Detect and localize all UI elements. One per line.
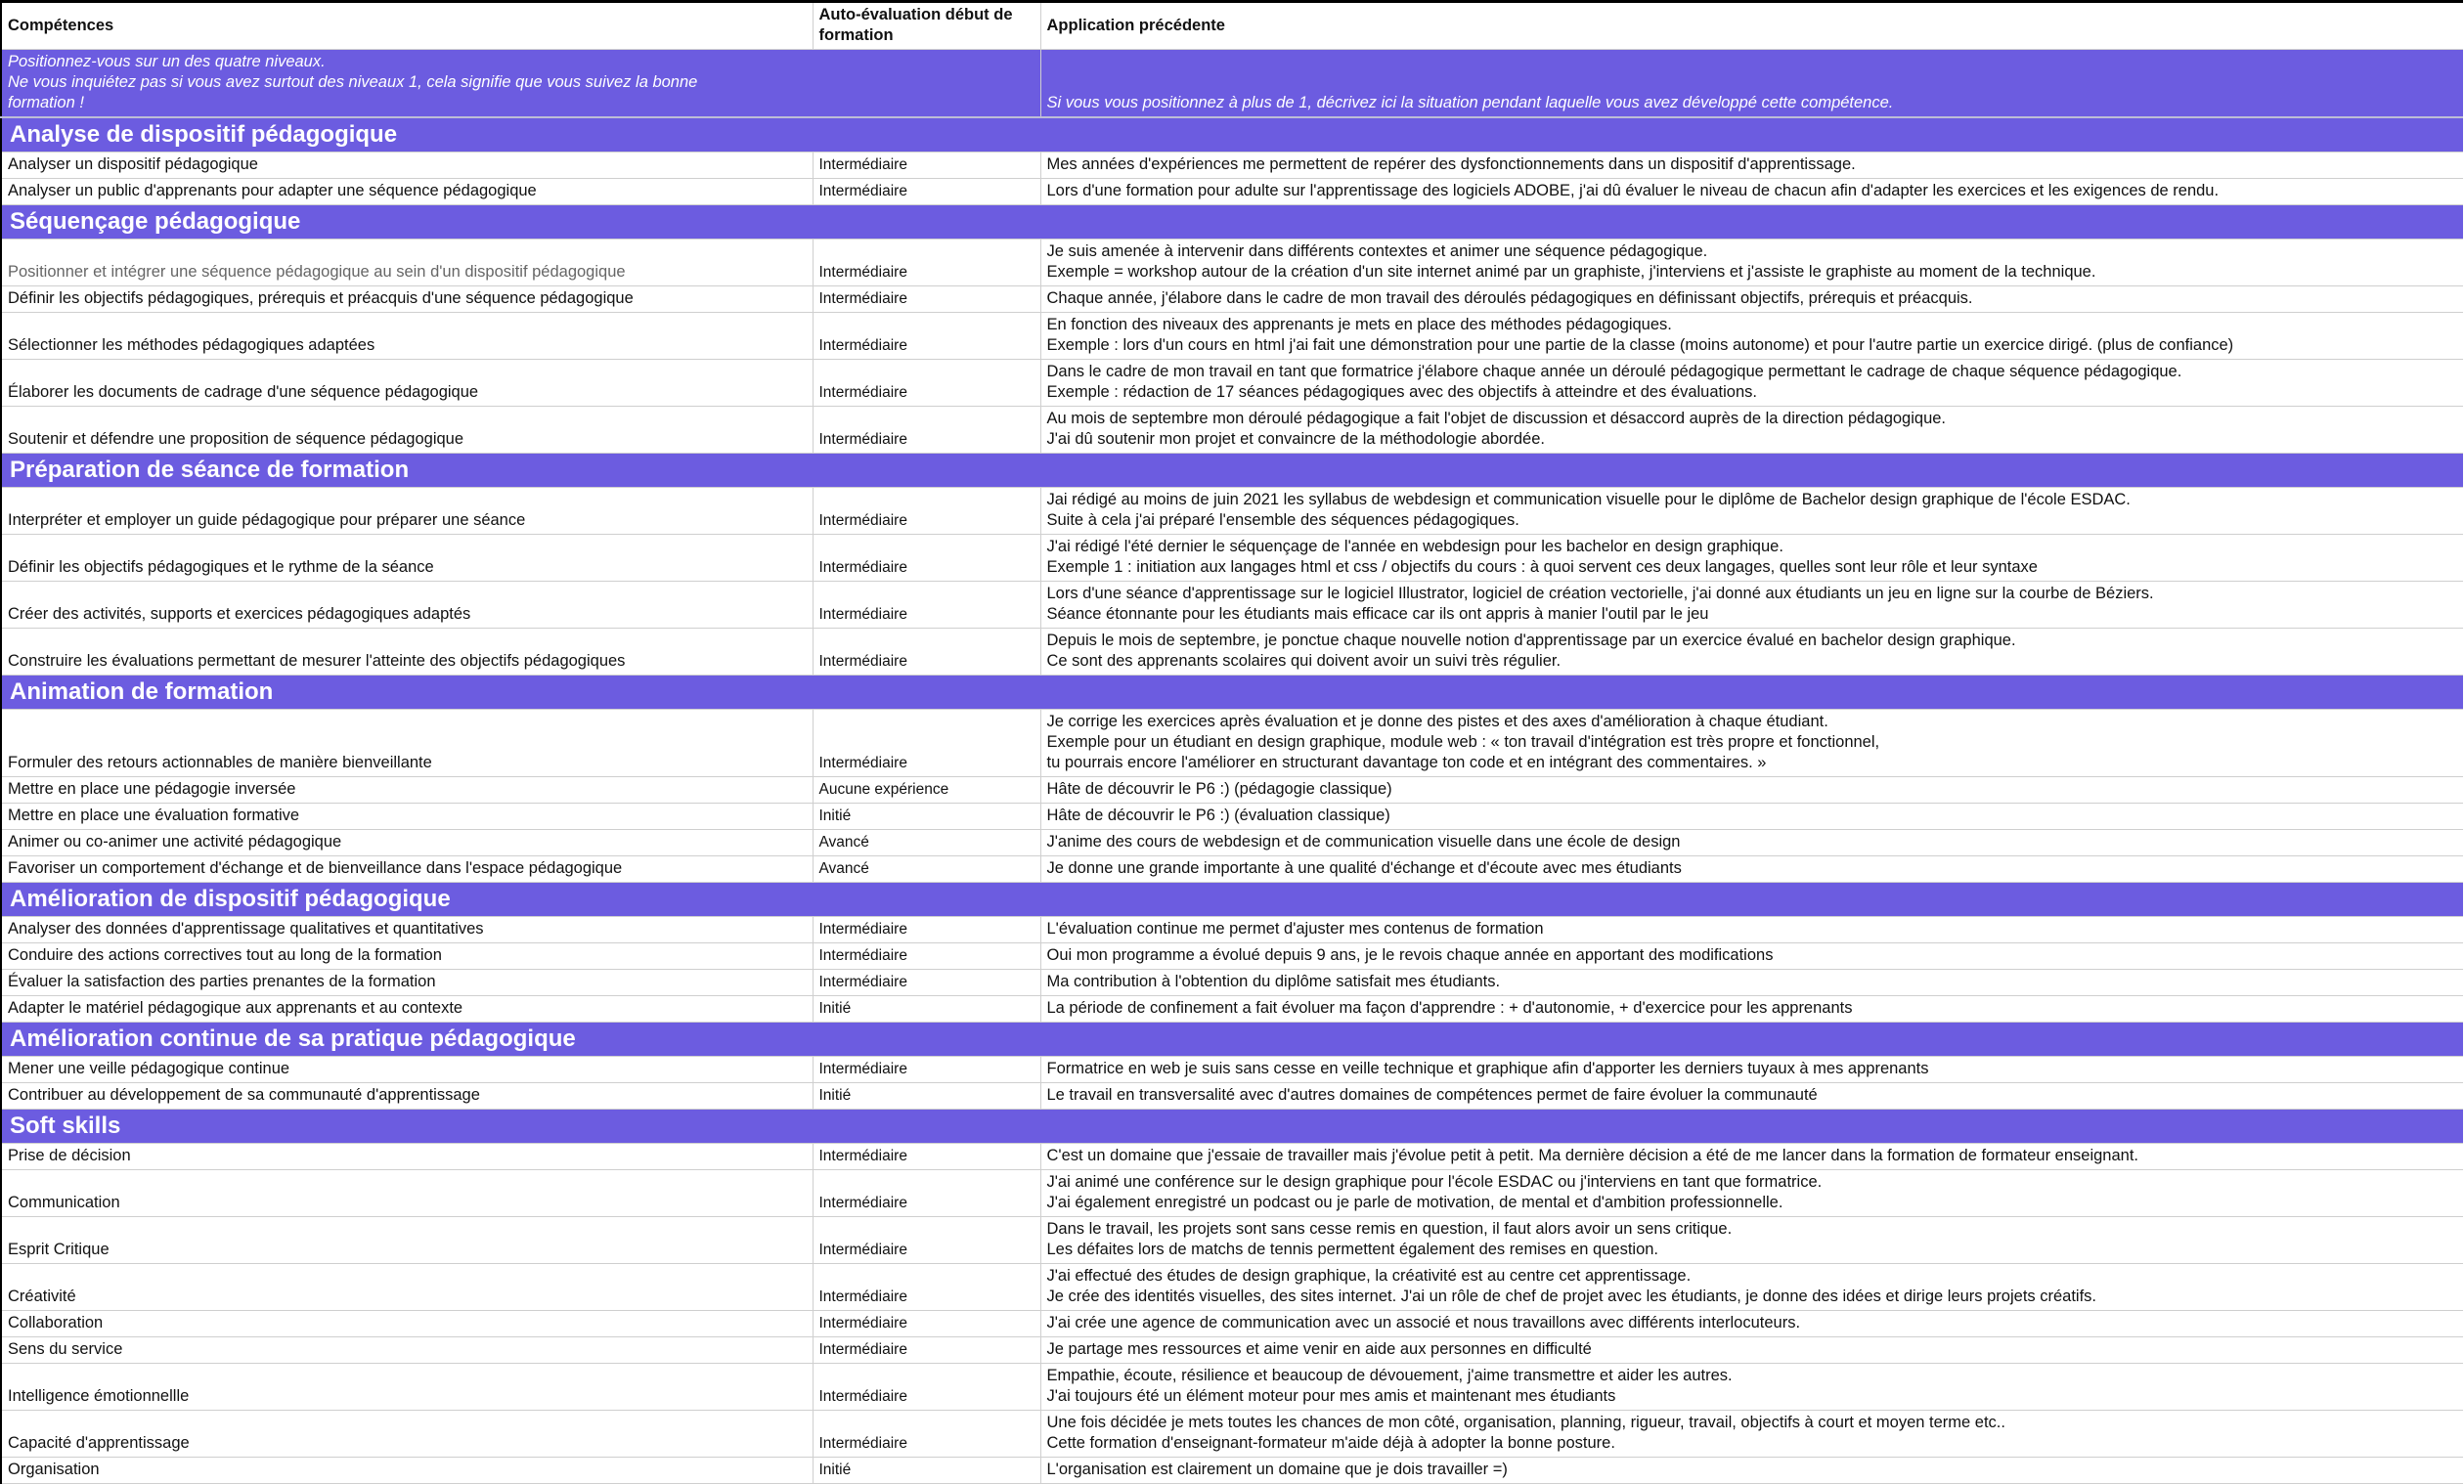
competence-cell[interactable]: Interpréter et employer un guide pédagogique pour préparer une séance [1, 488, 813, 535]
section-title: Préparation de séance de formation [1, 454, 2463, 488]
section-title: Amélioration de dispositif pédagogique [1, 883, 2463, 917]
application-line: J'ai crée une agence de communication avec un associé et nous travaillons avec différents interlocuteurs. [1046, 1314, 1801, 1331]
competence-row[interactable] [1, 710, 2463, 777]
application-line: J'ai également enregistré un podcast ou je parle de motivation, de mental et d'ambition professionnelle. [1046, 1194, 1783, 1211]
application-line: Empathie, écoute, résilience et beaucoup de dévouement, j'aime transmettre et aider les autres. [1046, 1367, 1733, 1384]
instructions-left [1, 50, 1040, 118]
application-line: J'ai toujours été un élément moteur pour mes amis et maintenant mes étudiants [1046, 1387, 1616, 1405]
level-cell[interactable]: Intermédiaire [813, 943, 1040, 970]
level-cell[interactable]: Intermédiaire [813, 1311, 1040, 1337]
application-line: Chaque année, j'élabore dans le cadre de mon travail des déroulés pédagogiques en définissant objectifs, prérequis et préacquis. [1046, 289, 1973, 307]
application-line: Suite à cela j'ai préparé l'ensemble des séquences pédagogiques. [1046, 511, 1519, 529]
application-line: Dans le travail, les projets sont sans cesse remis en question, il faut alors avoir un sens critique. [1046, 1220, 1733, 1238]
application-line: Ce sont des apprenants scolaires qui doivent avoir un suivi très régulier. [1046, 652, 1562, 670]
section-title: Séquençage pédagogique [1, 205, 2463, 240]
level-cell[interactable]: Intermédiaire [813, 179, 1040, 205]
competence-row[interactable] [1, 629, 2463, 676]
competence-cell[interactable]: Positionner et intégrer une séquence pédagogique au sein d'un dispositif pédagogique [1, 240, 813, 286]
application-cell[interactable] [1040, 313, 2463, 360]
level-cell[interactable]: Intermédiaire [813, 1411, 1040, 1458]
application-cell[interactable] [1040, 179, 2463, 205]
application-line: Une fois décidée je mets toutes les chances de mon côté, organisation, planning, rigueur, travail, objectifs à court et moyen terme etc.. [1046, 1414, 2005, 1431]
competence-row[interactable] [1, 286, 2463, 313]
level-cell[interactable]: Intermédiaire [813, 582, 1040, 629]
level-cell[interactable]: Initié [813, 1458, 1040, 1484]
instructions-right: Si vous vous positionnez à plus de 1, décrivez ici la situation pendant laquelle vous avez développé cette compétence. [1040, 50, 2463, 118]
level-cell[interactable]: Intermédiaire [813, 710, 1040, 777]
instructions-row [1, 50, 2463, 118]
application-line: Les défaites lors de matchs de tennis permettent également des remises en question. [1046, 1241, 1659, 1258]
competence-row[interactable] [1, 1057, 2463, 1083]
competence-row[interactable] [1, 1170, 2463, 1217]
application-line: Mes années d'expériences me permettent de repérer des dysfonctionnements dans un dispositif d'apprentissage. [1046, 155, 1856, 173]
competence-row[interactable] [1, 1458, 2463, 1484]
competence-row[interactable] [1, 313, 2463, 360]
competence-cell[interactable]: Contribuer au développement de sa communauté d'apprentissage [1, 1083, 813, 1110]
application-cell[interactable] [1040, 407, 2463, 454]
competence-cell[interactable]: Formuler des retours actionnables de manière bienveillante [1, 710, 813, 777]
competence-cell[interactable]: Capacité d'apprentissage [1, 1411, 813, 1458]
competence-cell[interactable]: Conduire des actions correctives tout au long de la formation [1, 943, 813, 970]
application-line: Je partage mes ressources et aime venir en aide aux personnes en difficulté [1046, 1340, 1592, 1358]
competence-row[interactable] [1, 1217, 2463, 1264]
level-cell[interactable]: Intermédiaire [813, 535, 1040, 582]
section-header-row [1, 676, 2463, 710]
level-cell[interactable]: Initié [813, 804, 1040, 830]
competence-row[interactable] [1, 1311, 2463, 1337]
application-cell[interactable] [1040, 777, 2463, 804]
competence-row[interactable] [1, 1411, 2463, 1458]
competence-row[interactable] [1, 804, 2463, 830]
section-title: Animation de formation [1, 676, 2463, 710]
application-cell[interactable] [1040, 1144, 2463, 1170]
application-line: La période de confinement a fait évoluer ma façon d'apprendre : + d'autonomie, + d'exercice pour les apprenants [1046, 999, 1853, 1017]
instruction-line: Ne vous inquiétez pas si vous avez surtout des niveaux 1, cela signifie que vous suivez la bonne [8, 73, 698, 91]
application-line: J'ai effectué des études de design graphique, la créativité est au centre cet apprentissage. [1046, 1267, 1692, 1285]
competence-cell[interactable]: Sélectionner les méthodes pédagogiques adaptées [1, 313, 813, 360]
level-cell[interactable]: Intermédiaire [813, 1057, 1040, 1083]
application-line: Je suis amenée à intervenir dans différents contextes et animer une séquence pédagogique. [1046, 242, 1708, 260]
application-cell[interactable] [1040, 804, 2463, 830]
application-line: Jai rédigé au moins de juin 2021 les syllabus de webdesign et communication visuelle pour le diplôme de Bachelor design graphique de l'école ESDAC. [1046, 491, 2131, 508]
competence-row[interactable] [1, 488, 2463, 535]
competence-row[interactable] [1, 830, 2463, 856]
competence-cell[interactable]: Mettre en place une évaluation formative [1, 804, 813, 830]
competence-row[interactable] [1, 360, 2463, 407]
instruction-line: Positionnez-vous sur un des quatre niveaux. [8, 53, 326, 70]
level-cell[interactable]: Intermédiaire [813, 917, 1040, 943]
competence-cell[interactable]: Mener une veille pédagogique continue [1, 1057, 813, 1083]
competence-row[interactable] [1, 1337, 2463, 1364]
competence-cell[interactable]: Favoriser un comportement d'échange et de bienveillance dans l'espace pédagogique [1, 856, 813, 883]
application-line: Exemple = workshop autour de la création d'un site internet animé par un graphiste, j'interviens et j'assiste le graphiste au moment de la technique. [1046, 263, 2096, 281]
competence-row[interactable] [1, 582, 2463, 629]
competence-cell[interactable]: Animer ou co-animer une activité pédagogique [1, 830, 813, 856]
competence-cell[interactable]: Prise de décision [1, 1144, 813, 1170]
application-line: Je crée des identités visuelles, des sites internet. J'ai un rôle de chef de projet avec les étudiants, je donne des idées et dirige leurs projets créatifs. [1046, 1288, 2096, 1305]
application-cell[interactable] [1040, 1170, 2463, 1217]
application-cell[interactable] [1040, 488, 2463, 535]
level-cell[interactable]: Intermédiaire [813, 360, 1040, 407]
application-line: Le travail en transversalité avec d'autres domaines de compétences permet de faire évoluer la communauté [1046, 1086, 1818, 1104]
application-line: Exemple : lors d'un cours en html j'ai fait une démonstration pour une partie de la classe (moins autonome) et pour l'autre partie un exercice dirigé. (plus de confiance) [1046, 336, 2234, 354]
competence-cell[interactable]: Définir les objectifs pédagogiques, prérequis et préacquis d'une séquence pédagogique [1, 286, 813, 313]
level-cell[interactable]: Intermédiaire [813, 1217, 1040, 1264]
application-cell[interactable] [1040, 629, 2463, 676]
header-application: Application précédente [1040, 2, 2463, 50]
level-cell[interactable]: Intermédiaire [813, 407, 1040, 454]
application-line: J'anime des cours de webdesign et de communication visuelle dans une école de design [1046, 833, 1681, 851]
level-cell[interactable]: Intermédiaire [813, 1170, 1040, 1217]
competence-row[interactable] [1, 856, 2463, 883]
competence-row[interactable] [1, 1264, 2463, 1311]
application-line: tu pourrais encore l'améliorer en structurant davantage ton code et en intégrant des commentaires. » [1046, 754, 1767, 771]
application-line: En fonction des niveaux des apprenants je mets en place des méthodes pédagogiques. [1046, 316, 1672, 333]
application-cell[interactable] [1040, 856, 2463, 883]
competence-cell[interactable]: Définir les objectifs pédagogiques et le rythme de la séance [1, 535, 813, 582]
competence-cell[interactable]: Analyser un dispositif pédagogique [1, 153, 813, 179]
instruction-line: formation ! [8, 94, 84, 111]
level-cell[interactable]: Initié [813, 1083, 1040, 1110]
application-cell[interactable] [1040, 1083, 2463, 1110]
competence-row[interactable] [1, 535, 2463, 582]
competence-row[interactable] [1, 917, 2463, 943]
level-cell[interactable]: Intermédiaire [813, 1337, 1040, 1364]
application-cell[interactable] [1040, 1264, 2463, 1311]
competence-cell[interactable]: Organisation [1, 1458, 813, 1484]
application-line: Séance étonnante pour les étudiants mais efficace car ils ont appris à manier l'outil par le jeu [1046, 605, 1709, 623]
competence-row[interactable] [1, 240, 2463, 286]
level-cell[interactable]: Intermédiaire [813, 629, 1040, 676]
header-row [1, 2, 2463, 50]
section-header-row [1, 117, 2463, 153]
level-cell[interactable]: Avancé [813, 830, 1040, 856]
section-title: Analyse de dispositif pédagogique [1, 117, 2463, 153]
level-cell[interactable]: Intermédiaire [813, 240, 1040, 286]
level-cell[interactable]: Initié [813, 996, 1040, 1023]
application-line: C'est un domaine que j'essaie de travailler mais j'évolue petit à petit. Ma dernière décision a été de me lancer dans la formation de formateur enseignant. [1046, 1147, 2138, 1164]
application-cell[interactable] [1040, 360, 2463, 407]
application-cell[interactable] [1040, 1337, 2463, 1364]
application-line: J'ai animé une conférence sur le design graphique pour l'école ESDAC ou j'interviens en tant que formatrice. [1046, 1173, 1823, 1191]
application-cell[interactable] [1040, 582, 2463, 629]
application-line: Hâte de découvrir le P6 :) (pédagogie classique) [1046, 780, 1392, 798]
competence-cell[interactable]: Construire les évaluations permettant de mesurer l'atteinte des objectifs pédagogiques [1, 629, 813, 676]
competence-cell[interactable]: Créer des activités, supports et exercices pédagogiques adaptés [1, 582, 813, 629]
section-header-row [1, 1110, 2463, 1144]
application-cell[interactable] [1040, 917, 2463, 943]
competence-cell[interactable]: Intelligence émotionnellle [1, 1364, 813, 1411]
application-cell[interactable] [1040, 943, 2463, 970]
section-header-row [1, 205, 2463, 240]
application-line: J'ai dû soutenir mon projet et convaincre de la méthodologie abordée. [1046, 430, 1545, 448]
application-line: Au mois de septembre mon déroulé pédagogique a fait l'objet de discussion et désaccord auprès de la direction pédagogique. [1046, 410, 1947, 427]
application-line: J'ai rédigé l'été dernier le séquençage de l'année en webdesign pour les bachelor en design graphique. [1046, 538, 1783, 555]
application-cell[interactable] [1040, 535, 2463, 582]
section-title: Amélioration continue de sa pratique pédagogique [1, 1023, 2463, 1057]
competence-row[interactable] [1, 179, 2463, 205]
competence-row[interactable] [1, 970, 2463, 996]
section-header-row [1, 454, 2463, 488]
application-cell[interactable] [1040, 1364, 2463, 1411]
level-cell[interactable]: Intermédiaire [813, 286, 1040, 313]
competence-row[interactable] [1, 1083, 2463, 1110]
competence-row[interactable] [1, 943, 2463, 970]
application-line: Lors d'une séance d'apprentissage sur le logiciel Illustrator, logiciel de création vectorielle, j'ai donné aux étudiants un jeu en ligne sur la courbe de Béziers. [1046, 585, 2154, 602]
application-cell[interactable] [1040, 1311, 2463, 1337]
application-line: Formatrice en web je suis sans cesse en veille technique et graphique afin d'apporter les derniers tuyaux à mes apprenants [1046, 1060, 1929, 1077]
level-cell[interactable]: Intermédiaire [813, 488, 1040, 535]
level-cell[interactable]: Intermédiaire [813, 970, 1040, 996]
application-line: Lors d'une formation pour adulte sur l'apprentissage des logiciels ADOBE, j'ai dû évaluer le niveau de chacun afin d'adapter les exercices et les exigences de rendu. [1046, 182, 2220, 199]
application-cell[interactable] [1040, 286, 2463, 313]
competence-cell[interactable]: Élaborer les documents de cadrage d'une séquence pédagogique [1, 360, 813, 407]
section-title: Soft skills [1, 1110, 2463, 1144]
competence-cell[interactable]: Adapter le matériel pédagogique aux apprenants et au contexte [1, 996, 813, 1023]
header-autoeval: Auto-évaluation début de formation [813, 2, 1040, 50]
competence-row[interactable] [1, 996, 2463, 1023]
competence-cell[interactable]: Collaboration [1, 1311, 813, 1337]
application-cell[interactable] [1040, 830, 2463, 856]
application-line: Exemple 1 : initiation aux langages html et css / objectifs du cours : à quoi servent ces deux langages, quelles sont leur rôle et leur syntaxe [1046, 558, 2038, 576]
application-line: Exemple : rédaction de 17 séances pédagogiques avec des objectifs à atteindre et des évaluations. [1046, 383, 1757, 401]
competence-row[interactable] [1, 1144, 2463, 1170]
application-line: Je donne une grande importante à une qualité d'échange et d'écoute avec mes étudiants [1046, 859, 1682, 877]
competence-row[interactable] [1, 153, 2463, 179]
competence-cell[interactable]: Communication [1, 1170, 813, 1217]
application-line: Je corrige les exercices après évaluation et je donne des pistes et des axes d'amélioration à chaque étudiant. [1046, 713, 1828, 730]
application-cell[interactable] [1040, 970, 2463, 996]
level-cell[interactable]: Intermédiaire [813, 1144, 1040, 1170]
header-competences: Compétences [1, 2, 813, 50]
competence-cell[interactable]: Analyser un public d'apprenants pour adapter une séquence pédagogique [1, 179, 813, 205]
application-line: Exemple pour un étudiant en design graphique, module web : « ton travail d'intégration est très propre et fonctionnel, [1046, 733, 1880, 751]
application-cell[interactable] [1040, 996, 2463, 1023]
level-cell[interactable]: Intermédiaire [813, 1364, 1040, 1411]
application-cell[interactable] [1040, 710, 2463, 777]
competence-cell[interactable]: Évaluer la satisfaction des parties prenantes de la formation [1, 970, 813, 996]
application-cell[interactable] [1040, 240, 2463, 286]
application-cell[interactable] [1040, 1411, 2463, 1458]
competence-cell[interactable]: Soutenir et défendre une proposition de séquence pédagogique [1, 407, 813, 454]
application-cell[interactable] [1040, 1217, 2463, 1264]
application-line: L'organisation est clairement un domaine que je dois travailler =) [1046, 1461, 1508, 1478]
competence-row[interactable] [1, 407, 2463, 454]
application-line: Hâte de découvrir le P6 :) (évaluation classique) [1046, 807, 1390, 824]
application-cell[interactable] [1040, 1057, 2463, 1083]
competence-cell[interactable]: Mettre en place une pédagogie inversée [1, 777, 813, 804]
application-cell[interactable] [1040, 153, 2463, 179]
level-cell[interactable]: Intermédiaire [813, 153, 1040, 179]
competence-row[interactable] [1, 1364, 2463, 1411]
level-cell[interactable]: Avancé [813, 856, 1040, 883]
competence-row[interactable] [1, 777, 2463, 804]
section-header-row [1, 883, 2463, 917]
level-cell[interactable]: Aucune expérience [813, 777, 1040, 804]
competence-cell[interactable]: Sens du service [1, 1337, 813, 1364]
section-header-row [1, 1023, 2463, 1057]
competence-cell[interactable]: Créativité [1, 1264, 813, 1311]
application-line: Oui mon programme a évolué depuis 9 ans, je le revois chaque année en apportant des modifications [1046, 946, 1774, 964]
competence-cell[interactable]: Esprit Critique [1, 1217, 813, 1264]
competence-cell[interactable]: Analyser des données d'apprentissage qualitatives et quantitatives [1, 917, 813, 943]
application-line: Ma contribution à l'obtention du diplôme satisfait mes étudiants. [1046, 973, 1501, 990]
application-line: Cette formation d'enseignant-formateur m'aide déjà à adopter la bonne posture. [1046, 1434, 1615, 1452]
level-cell[interactable]: Intermédiaire [813, 313, 1040, 360]
application-line: L'évaluation continue me permet d'ajuster mes contenus de formation [1046, 920, 1544, 938]
level-cell[interactable]: Intermédiaire [813, 1264, 1040, 1311]
application-line: Depuis le mois de septembre, je ponctue chaque nouvelle notion d'apprentissage par un exercice évalué en bachelor design graphique. [1046, 632, 2016, 649]
application-cell[interactable] [1040, 1458, 2463, 1484]
application-line: Dans le cadre de mon travail en tant que formatrice j'élabore chaque année un déroulé pédagogique permettant le cadrage de chaque séquence pédagogique. [1046, 363, 2182, 380]
